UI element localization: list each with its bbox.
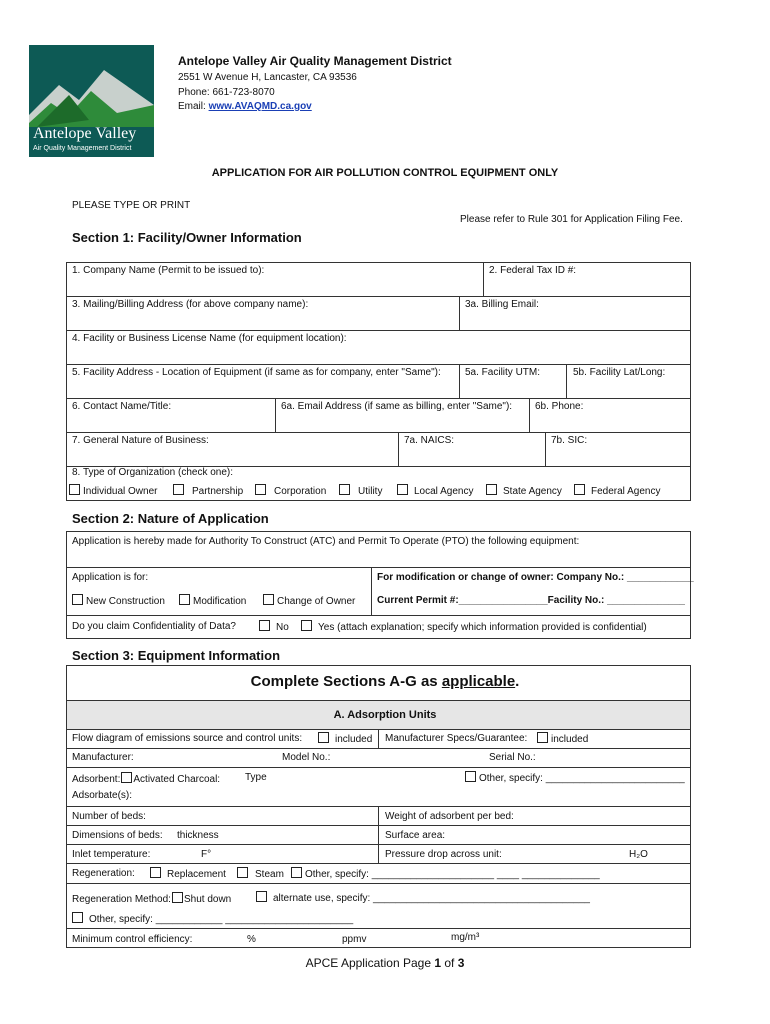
pressure-drop-field[interactable]: Pressure drop across unit: — [385, 849, 502, 860]
rule-note: Please refer to Rule 301 for Application Filing Fee. — [460, 214, 683, 225]
checkbox-icon[interactable] — [465, 771, 476, 782]
model-no-field[interactable]: Model No.: — [282, 752, 331, 763]
checkbox-icon[interactable] — [537, 732, 548, 743]
checkbox-icon[interactable] — [255, 484, 266, 495]
field-sic[interactable]: 7b. SIC: — [551, 435, 588, 446]
regeneration-label: Regeneration: — [72, 868, 135, 879]
inlet-temperature-field[interactable]: Inlet temperature: — [72, 849, 151, 860]
field-contact-name[interactable]: 6. Contact Name/Title: — [72, 401, 172, 412]
adsorbent-label: Adsorbent: Activated Charcoal: — [72, 774, 221, 785]
org-address: 2551 W Avenue H, Lancaster, CA 93536 — [178, 72, 357, 83]
checkbox-icon[interactable] — [69, 484, 80, 495]
org-option-federal-agency[interactable]: Federal Agency — [574, 484, 661, 498]
flow-included-option[interactable]: included — [318, 732, 372, 746]
temperature-unit: F° — [201, 849, 212, 860]
regen-method-label: Regeneration Method: Shut down — [72, 894, 232, 905]
option-change-owner[interactable]: Change of Owner — [263, 594, 355, 608]
checkbox-icon[interactable] — [150, 867, 161, 878]
current-permit-field[interactable]: Current Permit #:________________Facility No.: ______________ — [377, 595, 685, 606]
field-contact-email[interactable]: 6a. Email Address (if same as billing, enter "Same"): — [281, 401, 513, 412]
application-for-label: Application is for: — [72, 572, 149, 583]
field-federal-tax-id[interactable]: 2. Federal Tax ID #: — [489, 265, 577, 276]
field-mailing-address[interactable]: 3. Mailing/Billing Address (for above company name): — [72, 299, 309, 310]
org-option-utility[interactable]: Utility — [339, 484, 382, 498]
specs-included-option[interactable]: included — [537, 732, 588, 746]
field-billing-email[interactable]: 3a. Billing Email: — [465, 299, 539, 310]
field-phone[interactable]: 6b. Phone: — [535, 401, 584, 412]
org-name: Antelope Valley Air Quality Management District — [178, 54, 452, 68]
email-link[interactable]: www.AVAQMD.ca.gov — [208, 101, 312, 112]
min-efficiency-label: Minimum control efficiency: — [72, 934, 193, 945]
checkbox-icon[interactable] — [173, 484, 184, 495]
district-logo — [29, 45, 154, 157]
field-facility-address[interactable]: 5. Facility Address - Location of Equipment (if same as for company, enter "Same"): — [72, 367, 441, 378]
efficiency-mgm3-field[interactable]: mg/m³ — [451, 932, 480, 943]
field-org-type: 8. Type of Organization (check one): — [72, 467, 234, 478]
checkbox-icon[interactable] — [263, 594, 274, 605]
adsorbates-field[interactable]: Adsorbate(s): — [72, 790, 133, 801]
email-label: Email: — [178, 101, 206, 112]
checkbox-icon[interactable] — [318, 732, 329, 743]
please-type-note: PLEASE TYPE OR PRINT — [72, 200, 191, 211]
checkbox-icon[interactable] — [397, 484, 408, 495]
total-pages: 3 — [457, 956, 465, 970]
section3-title: Section 3: Equipment Information — [72, 648, 281, 663]
checkbox-icon[interactable] — [72, 912, 83, 923]
adsorbent-type-field[interactable]: Type — [245, 772, 267, 783]
specs-label: Manufacturer Specs/Guarantee: — [385, 733, 528, 744]
efficiency-ppmv-field[interactable]: ppmv — [342, 934, 367, 945]
field-company-name[interactable]: 1. Company Name (Permit to be issued to): — [72, 265, 265, 276]
regen-alternate-option[interactable]: alternate use, specify: _______________________________________ — [256, 891, 590, 905]
regen-replacement-option[interactable]: Replacement — [150, 867, 226, 881]
section1-title: Section 1: Facility/Owner Information — [72, 230, 302, 245]
manufacturer-field[interactable]: Manufacturer: — [72, 752, 134, 763]
checkbox-icon[interactable] — [486, 484, 497, 495]
org-option-local-agency[interactable]: Local Agency — [397, 484, 474, 498]
confidential-yes[interactable]: Yes (attach explanation; specify which information provided is confidential) — [301, 620, 647, 634]
document-title: APPLICATION FOR AIR POLLUTION CONTROL EQUIPMENT ONLY — [211, 167, 559, 179]
checkbox-icon[interactable] — [237, 867, 248, 878]
checkbox-icon[interactable] — [339, 484, 350, 495]
pressure-unit: H₂O — [629, 849, 648, 860]
field-facility-name[interactable]: 4. Facility or Business License Name (for equipment location): — [72, 333, 347, 344]
efficiency-percent-field[interactable]: % — [247, 934, 256, 945]
regen-other-option[interactable]: Other, specify: ______________________ ____ ______________ — [291, 867, 600, 881]
current-page-number: 1 — [434, 956, 442, 970]
regen-method-other-option[interactable]: Other, specify: ____________ _______________________ — [72, 912, 353, 926]
adsorbent-weight-field[interactable]: Weight of adsorbent per bed: — [385, 811, 514, 822]
complete-sections-heading: Complete Sections A-G as applicable. — [250, 673, 520, 690]
checkbox-icon[interactable] — [72, 594, 83, 605]
bed-thickness-field[interactable]: thickness — [177, 830, 219, 841]
org-option-individual[interactable]: Individual Owner — [69, 484, 157, 498]
field-business-nature[interactable]: 7. General Nature of Business: — [72, 435, 209, 446]
number-of-beds-field[interactable]: Number of beds: — [72, 811, 146, 822]
flow-diagram-label: Flow diagram of emissions source and control units: — [72, 733, 303, 744]
org-email-line — [178, 101, 312, 113]
checkbox-icon[interactable] — [172, 892, 183, 903]
org-option-state-agency[interactable]: State Agency — [486, 484, 562, 498]
checkbox-icon[interactable] — [291, 867, 302, 878]
option-modification[interactable]: Modification — [179, 594, 246, 608]
option-new-construction[interactable]: New Construction — [72, 594, 165, 608]
subsection-a-title: A. Adsorption Units — [333, 709, 437, 721]
serial-no-field[interactable]: Serial No.: — [489, 752, 536, 763]
confidentiality-question: Do you claim Confidentiality of Data? — [72, 621, 236, 632]
field-naics[interactable]: 7a. NAICS: — [404, 435, 455, 446]
checkbox-icon[interactable] — [259, 620, 270, 631]
adsorbent-other-option[interactable]: Other, specify: _________________________ — [465, 771, 685, 785]
company-no-field[interactable]: For modification or change of owner: Company No.: ____________ — [377, 572, 694, 583]
regen-steam-option[interactable]: Steam — [237, 867, 284, 881]
checkbox-icon[interactable] — [301, 620, 312, 631]
org-phone: Phone: 661-723-8070 — [178, 87, 275, 98]
confidential-no[interactable]: No — [259, 620, 289, 634]
field-facility-utm[interactable]: 5a. Facility UTM: — [465, 367, 541, 378]
org-option-partnership[interactable]: Partnership — [173, 484, 243, 498]
bed-dimensions-field[interactable]: Dimensions of beds: — [72, 830, 163, 841]
surface-area-field[interactable]: Surface area: — [385, 830, 446, 841]
checkbox-icon[interactable] — [574, 484, 585, 495]
application-statement: Application is hereby made for Authority To Construct (ATC) and Permit To Operate (PTO) the following equipment: — [72, 536, 580, 547]
org-option-corporation[interactable]: Corporation — [255, 484, 326, 498]
logo-line-2: Air Quality Management District — [33, 145, 132, 152]
logo-line-1: Antelope Valley — [33, 125, 137, 142]
field-facility-latlong[interactable]: 5b. Facility Lat/Long: — [573, 367, 666, 378]
section2-title: Section 2: Nature of Application — [72, 511, 269, 526]
checkbox-icon[interactable] — [121, 772, 132, 783]
checkbox-icon[interactable] — [256, 891, 267, 902]
checkbox-icon[interactable] — [179, 594, 190, 605]
page-footer: APCE Application Page 1 of 3 — [305, 956, 465, 970]
